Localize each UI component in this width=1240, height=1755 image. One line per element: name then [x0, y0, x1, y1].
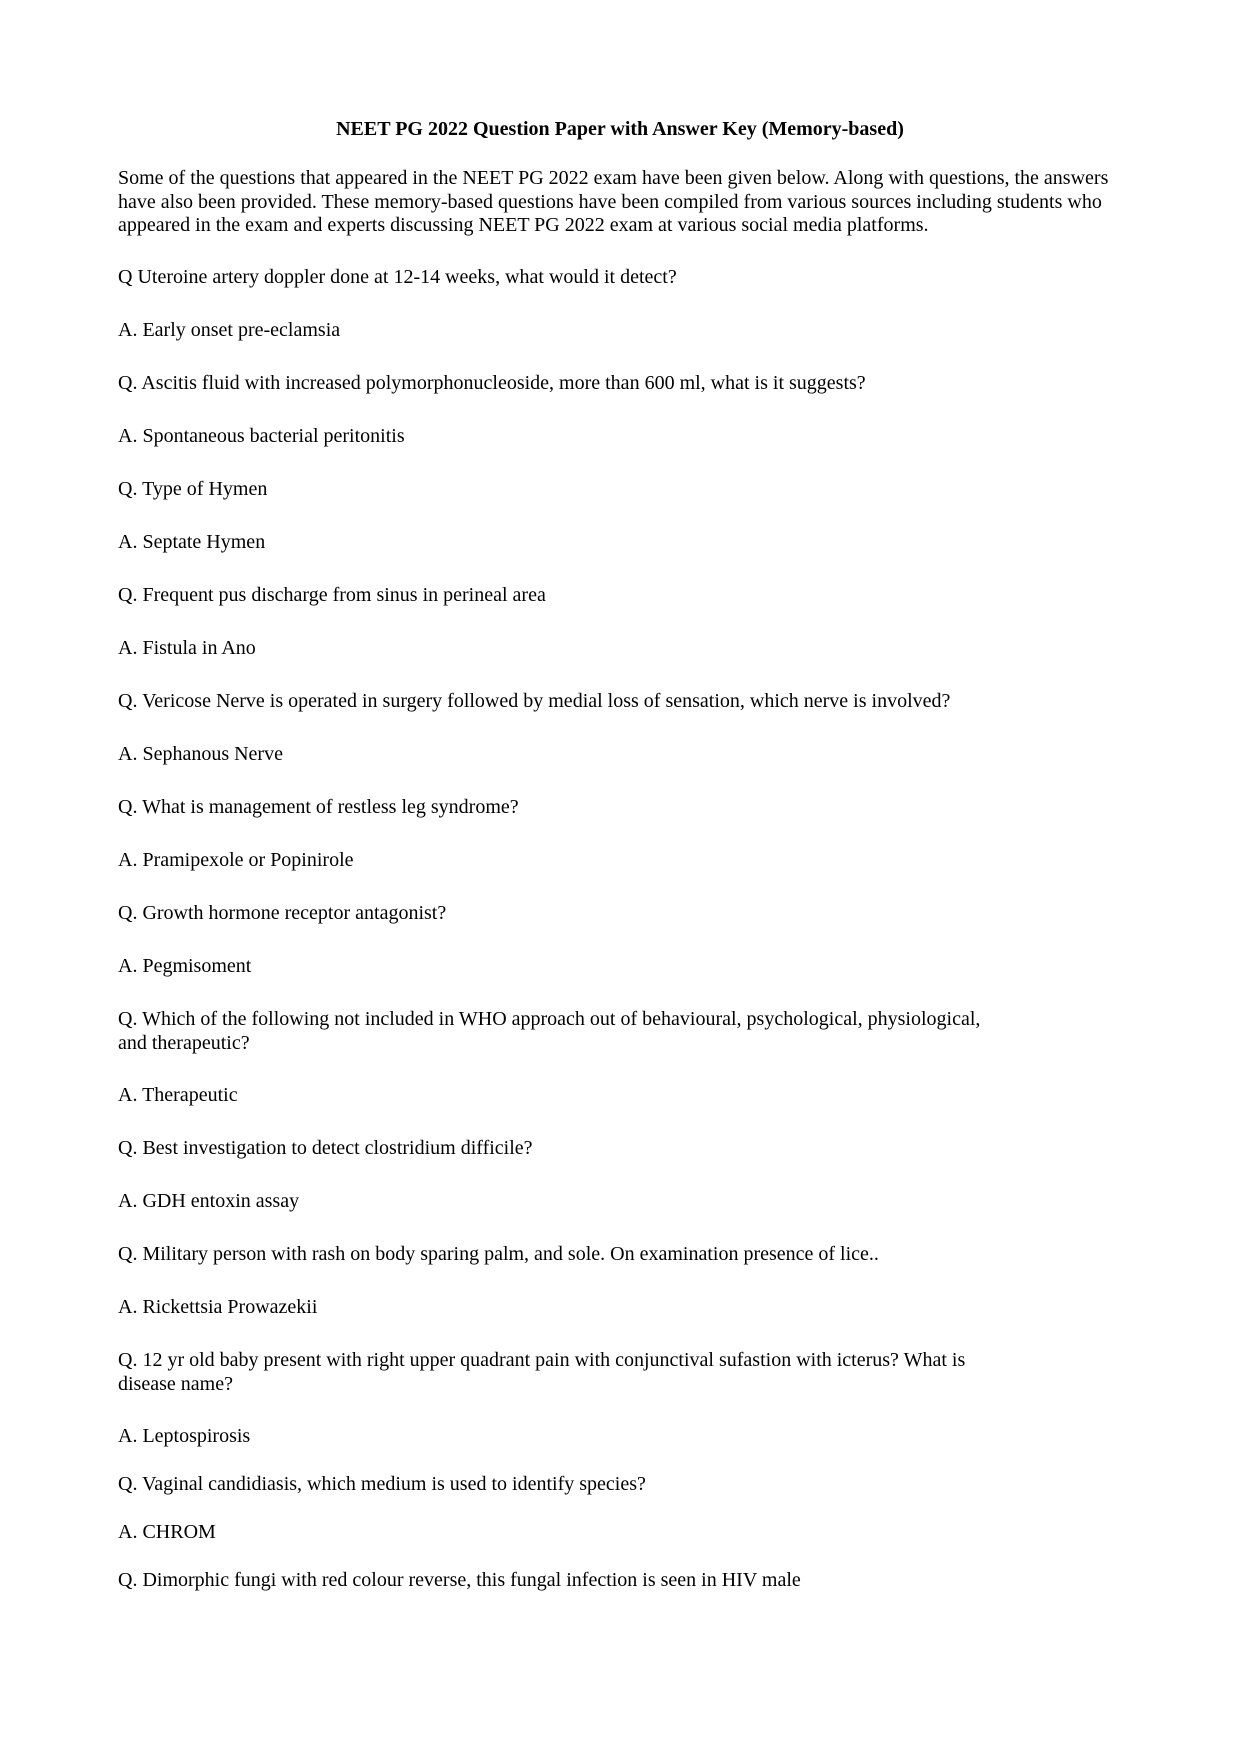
- question-13: Q. Dimorphic fungi with red colour reverse, this fungal infection is seen in HIV male: [118, 1569, 801, 1591]
- answer-9: A. GDH entoxin assay: [118, 1190, 300, 1212]
- answer-7: A. Pegmisoment: [118, 955, 252, 977]
- question-1: Q Uteroine artery doppler done at 12-14 weeks, what would it detect?: [118, 266, 677, 288]
- question-4: Q. Frequent pus discharge from sinus in perineal area: [118, 584, 546, 606]
- question-3: Q. Type of Hymen: [118, 478, 268, 500]
- answer-10: A. Rickettsia Prowazekii: [118, 1296, 318, 1318]
- page-title: NEET PG 2022 Question Paper with Answer Key (Memory-based): [336, 118, 904, 140]
- question-6: Q. What is management of restless leg syndrome?: [118, 796, 519, 818]
- answer-6: A. Pramipexole or Popinirole: [118, 849, 354, 871]
- question-5: Q. Vericose Nerve is operated in surgery followed by medial loss of sensation, which nerve is involved?: [118, 690, 951, 712]
- answer-1: A. Early onset pre-eclamsia: [118, 319, 341, 341]
- question-12: Q. Vaginal candidiasis, which medium is used to identify species?: [118, 1473, 646, 1495]
- answer-8: A. Therapeutic: [118, 1084, 238, 1106]
- answer-4: A. Fistula in Ano: [118, 637, 256, 659]
- question-2: Q. Ascitis fluid with increased polymorphonucleoside, more than 600 ml, what is it suggests?: [118, 372, 866, 394]
- answer-11: A. Leptospirosis: [118, 1425, 251, 1447]
- question-7: Q. Growth hormone receptor antagonist?: [118, 902, 447, 924]
- question-11: Q. 12 yr old baby present with right upper quadrant pain with conjunctival sufastion with icterus? What is disease name?: [118, 1349, 966, 1395]
- question-9: Q. Best investigation to detect clostridium difficile?: [118, 1137, 533, 1159]
- answer-3: A. Septate Hymen: [118, 531, 266, 553]
- answer-12: A. CHROM: [118, 1521, 216, 1543]
- question-10: Q. Military person with rash on body sparing palm, and sole. On examination presence of lice..: [118, 1243, 879, 1265]
- answer-2: A. Spontaneous bacterial peritonitis: [118, 425, 405, 447]
- answer-5: A. Sephanous Nerve: [118, 743, 283, 765]
- question-8: Q. Which of the following not included in WHO approach out of behavioural, psychological, physiological, and therapeutic?: [118, 1008, 981, 1054]
- intro-paragraph: Some of the questions that appeared in the NEET PG 2022 exam have been given below. Along with questions, the answers have also been provided. These memory-based questions have been compiled from various sources including students who appeared in the exam and experts discussing NEET PG 2022 exam at various social media platforms.: [118, 167, 1109, 236]
